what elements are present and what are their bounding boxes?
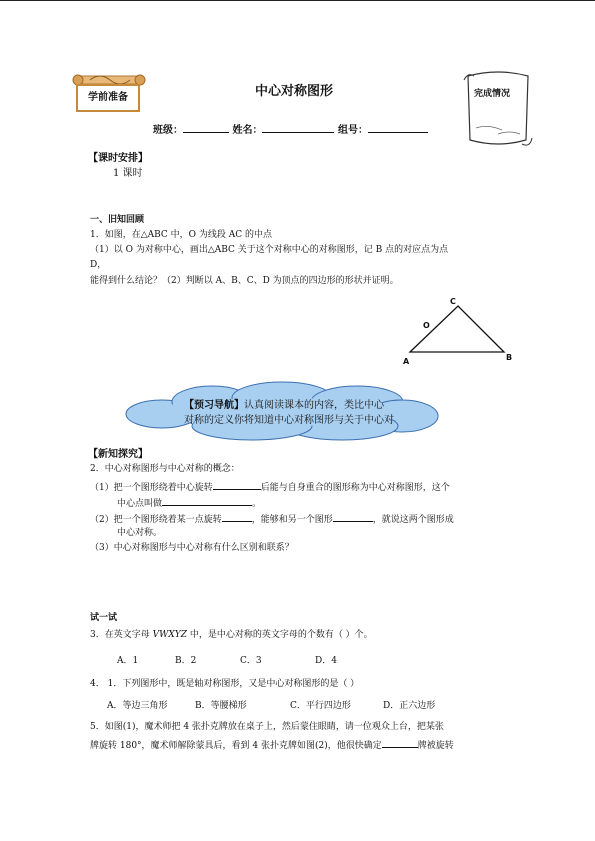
badge-study-prep: 学前准备 bbox=[76, 84, 140, 112]
explore-item-1-cont bbox=[117, 495, 261, 510]
guide-line-2: 对称的定义你将知道中心对称图形与关于中心对 bbox=[184, 415, 394, 426]
review-q1-part1-cont: D， bbox=[90, 260, 107, 270]
q4-option-a[interactable]: A．等边三角形 bbox=[107, 701, 168, 711]
q4-option-c[interactable]: C．平行四边形 bbox=[290, 701, 351, 711]
rotation-angle-blank[interactable] bbox=[213, 479, 261, 490]
q5-line2-pre: 牌旋转 180°，魔术师解除蒙具后，看到 4 张扑克牌如图(2)，他很快确定 bbox=[90, 741, 382, 751]
explore-item-1 bbox=[90, 479, 450, 494]
coincide-blank[interactable] bbox=[333, 511, 373, 522]
name-blank[interactable] bbox=[262, 122, 334, 133]
card-answer-blank[interactable] bbox=[382, 737, 418, 748]
explore-item-2-cont: 中心对称。 bbox=[117, 528, 163, 538]
practice-q3 bbox=[90, 629, 373, 641]
q5-line2-post: 牌被旋转 bbox=[417, 741, 454, 751]
q3-option-b[interactable]: B．2 bbox=[175, 656, 197, 666]
rotation-blank[interactable] bbox=[222, 511, 252, 522]
review-q1-part1: （1）以 O 为对称中心，画出△ABC 关于这个对称中心的对称图形，记 B 点的对应点为点 bbox=[90, 245, 449, 255]
q4-option-d[interactable]: D．正六边形 bbox=[383, 701, 436, 711]
guide-text-1: 认真阅读课本的内容，类比中心 bbox=[244, 400, 384, 411]
item2-mid: ，能够和另一个图形 bbox=[251, 515, 333, 525]
item1-pre: （1）把一个图形绕着中心旋转 bbox=[90, 483, 213, 493]
group-label: 组号： bbox=[337, 125, 368, 136]
review-heading: 一、旧知回顾 bbox=[90, 215, 145, 225]
explore-item-3: （3）中心对称图形与中心对称有什么区别和联系？ bbox=[90, 543, 294, 553]
explore-q2: 2．中心对称图形与中心对称的概念： bbox=[90, 464, 240, 474]
vertex-label-a: A bbox=[403, 357, 410, 366]
practice-q5-cont bbox=[90, 737, 454, 752]
midpoint-label-o: O bbox=[423, 321, 430, 330]
status-label: 完成情况 bbox=[474, 89, 511, 99]
center-name-blank[interactable] bbox=[162, 495, 252, 506]
item2-post: ，就说这两个图形成 bbox=[372, 515, 454, 525]
q3-post: 中，是中心对称的英文字母的个数有（ ）个。 bbox=[186, 630, 373, 640]
vertex-label-c: C bbox=[450, 297, 456, 306]
item1-line2-post: 。 bbox=[252, 499, 262, 509]
review-q1-part2: 能得到什么结论？（2）判断以 A、B、C、D 为顶点的四边形的形状并证明。 bbox=[90, 276, 399, 286]
class-label: 班级： bbox=[153, 125, 183, 136]
q3-letters: VWXYZ bbox=[152, 630, 187, 640]
schedule-heading: 【课时安排】 bbox=[88, 153, 148, 164]
group-blank[interactable] bbox=[368, 122, 428, 133]
q4-option-b[interactable]: B．等腰梯形 bbox=[195, 701, 247, 711]
practice-q5: 5．如图(1)，魔术师把 4 张扑克牌放在桌子上，然后蒙住眼睛，请一位观众上台，把某张 bbox=[90, 722, 444, 732]
practice-q4: 4． 1．下列图形中，既是轴对称图形，又是中心对称图形的是（ ） bbox=[90, 679, 360, 689]
guide-label: 【预习导航】 bbox=[184, 400, 244, 411]
schedule-value: 1 课时 bbox=[113, 168, 143, 179]
item1-post: 后能与自身重合的图形称为中心对称图形，这个 bbox=[260, 483, 450, 493]
explore-heading: 【新知探究】 bbox=[88, 449, 148, 460]
item1-line2-pre: 中心点叫做 bbox=[117, 499, 163, 509]
name-label: 姓名： bbox=[232, 125, 263, 136]
vertex-label-b: B bbox=[506, 353, 513, 362]
status-scroll-icon bbox=[458, 68, 540, 150]
q3-option-d[interactable]: D．4 bbox=[315, 656, 337, 666]
top-rule bbox=[0, 0, 595, 1]
page-title: 中心对称图形 bbox=[255, 84, 334, 99]
explore-item-2 bbox=[90, 511, 454, 526]
q3-pre: 3．在英文字母 bbox=[90, 630, 153, 640]
info-line bbox=[153, 122, 428, 137]
practice-heading: 试一试 bbox=[90, 613, 118, 623]
class-blank[interactable] bbox=[183, 122, 229, 133]
q3-option-c[interactable]: C．3 bbox=[240, 656, 262, 666]
item2-pre: （2）把一个图形绕着某一点旋转 bbox=[90, 515, 222, 525]
q3-option-a[interactable]: A．1 bbox=[117, 656, 139, 666]
guide-line-1 bbox=[184, 399, 384, 413]
review-q1: 1．如图，在△ABC 中，O 为线段 AC 的中点 bbox=[90, 230, 273, 240]
